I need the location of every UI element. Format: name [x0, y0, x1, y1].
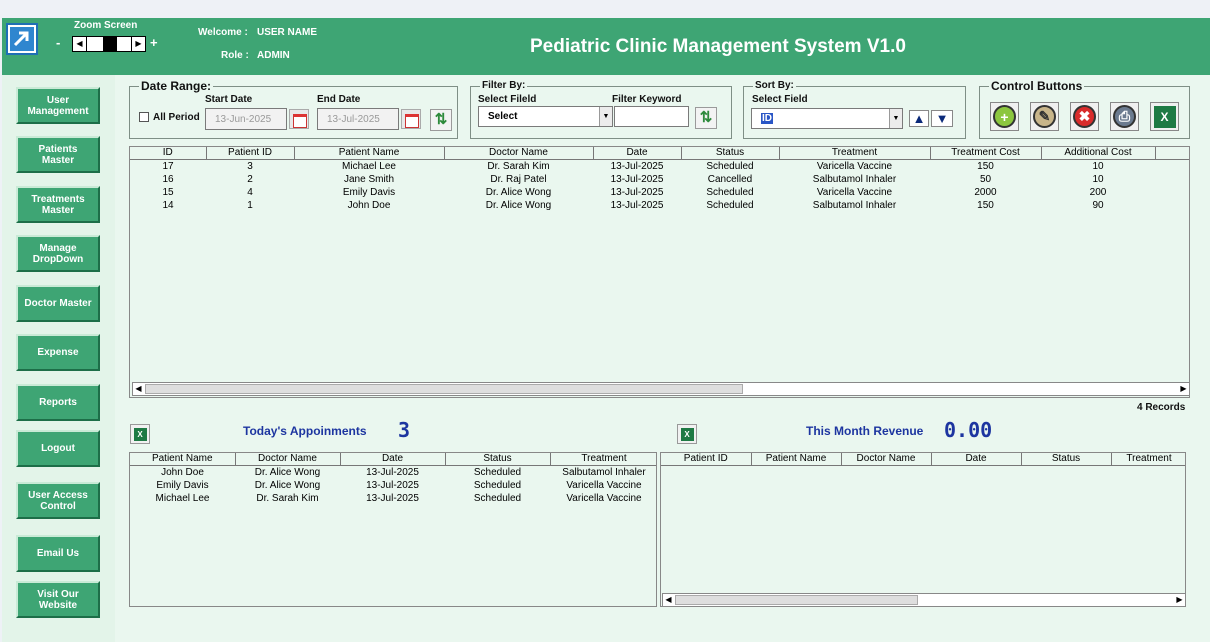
appointments-table [130, 147, 1190, 212]
table-cell: 13-Jul-2025 [366, 479, 419, 491]
column-header[interactable]: Doctor Name [841, 453, 931, 465]
table-cell: 10 [1092, 173, 1104, 185]
column-header[interactable]: Treatment [1111, 453, 1186, 465]
end-date-field[interactable] [317, 108, 399, 130]
table-cell: Emily Davis [342, 186, 396, 198]
table-cell: Dr. Alice Wong [485, 199, 552, 211]
column-header[interactable]: Patient Name [751, 453, 841, 465]
zoom-plus-label: + [150, 35, 158, 50]
column-header[interactable]: Treatment [550, 453, 657, 465]
today-appointments-count: 3 [398, 418, 411, 442]
start-date-value: 13-Jun-2025 [215, 113, 272, 125]
table-cell: Scheduled [706, 186, 754, 198]
app-logo-icon [6, 23, 38, 55]
table-cell: 13-Jul-2025 [610, 173, 664, 185]
start-date-field[interactable] [205, 108, 287, 130]
table-row[interactable] [130, 173, 1190, 186]
revenue-excel-button[interactable] [677, 424, 697, 444]
excel-export-icon: X [1154, 106, 1176, 128]
table-cell: 3 [247, 160, 253, 172]
app-header [2, 18, 1210, 75]
column-header[interactable]: ID [130, 147, 206, 159]
table-row[interactable] [130, 186, 1190, 199]
table-cell: Dr. Alice Wong [254, 466, 321, 478]
sort-title: Sort By: [755, 80, 794, 91]
table-cell: Dr. Alice Wong [485, 186, 552, 198]
scroll-thumb[interactable] [145, 384, 743, 394]
sidebar-item-logout[interactable]: Logout [16, 430, 100, 467]
delete-icon: ✖ [1073, 105, 1096, 128]
table-cell: Varicella Vaccine [816, 186, 893, 198]
sort-field-label: Select Field [752, 94, 808, 105]
sidebar-item-patients-master[interactable]: Patients Master [16, 136, 100, 173]
month-revenue-title: This Month Revenue [806, 424, 924, 438]
table-cell: 13-Jul-2025 [366, 492, 419, 504]
table-cell: Emily Davis [156, 479, 209, 491]
scroll-left-arrow-icon[interactable]: ◀ [663, 594, 674, 606]
app-title: Pediatric Clinic Management System V1.0 [530, 36, 906, 57]
table-cell: Salbutamol Inhaler [562, 466, 646, 478]
filter-dropdown-arrow-icon[interactable]: ▼ [599, 107, 612, 126]
filter-field-label: Select Fileld [478, 94, 537, 105]
excel-icon: X [134, 428, 147, 441]
sort-descending-icon[interactable]: ▼ [931, 110, 953, 127]
start-date-calendar-icon[interactable] [289, 109, 309, 129]
table-cell: 4 [247, 186, 253, 198]
table-row[interactable] [130, 199, 1190, 212]
revenue-horizontal-scrollbar[interactable] [662, 593, 1186, 607]
scroll-right-arrow-icon[interactable]: ▶ [1178, 383, 1189, 395]
end-date-value: 13-Jul-2025 [327, 113, 380, 125]
table-cell: 13-Jul-2025 [366, 466, 419, 478]
table-cell: Michael Lee [342, 160, 396, 172]
table-cell: 2 [247, 173, 253, 185]
table-cell: John Doe [347, 199, 391, 211]
excel-icon: X [681, 428, 694, 441]
table-cell: Varicella Vaccine [566, 479, 642, 491]
table-cell: 13-Jul-2025 [610, 186, 664, 198]
add-button[interactable] [990, 102, 1019, 131]
sidebar-item-reports[interactable]: Reports [16, 384, 100, 421]
revenue-grid[interactable] [660, 452, 1186, 607]
column-header[interactable]: Date [340, 453, 445, 465]
filter-title: Filter By: [482, 80, 526, 91]
start-date-label: Start Date [205, 94, 253, 105]
table-cell: 90 [1092, 199, 1104, 211]
table-cell: 13-Jul-2025 [610, 199, 664, 211]
column-header[interactable]: Treatment Cost [930, 147, 1041, 159]
table-row[interactable] [130, 465, 657, 479]
table-cell: Dr. Raj Patel [490, 173, 547, 185]
delete-button[interactable] [1070, 102, 1099, 131]
sidebar-item-email-us[interactable]: Email Us [16, 535, 100, 572]
today-grid[interactable] [129, 452, 657, 607]
all-period-checkbox[interactable] [139, 112, 149, 122]
scroll-thumb[interactable] [675, 595, 918, 605]
column-header[interactable]: Status [1021, 453, 1111, 465]
table-cell: 10 [1092, 160, 1104, 172]
column-header[interactable]: Additional Cost [1041, 147, 1155, 159]
scroll-left-arrow-icon[interactable]: ◀ [133, 383, 144, 395]
table-cell: 50 [979, 173, 992, 185]
table-cell: 200 [1089, 186, 1107, 198]
table-cell: Varicella Vaccine [816, 160, 893, 172]
filter-field-select[interactable] [478, 106, 613, 127]
table-cell: 17 [162, 160, 174, 172]
sidebar-item-doctor-master[interactable]: Doctor Master [16, 285, 100, 322]
filter-field-value: Select [488, 111, 518, 122]
table-cell [1155, 173, 1190, 186]
zoom-right-arrow[interactable]: ▶ [131, 37, 145, 51]
table-row[interactable] [130, 479, 657, 492]
month-revenue-amount: 0.00 [944, 418, 993, 442]
zoom-slider[interactable] [72, 36, 146, 52]
table-row[interactable] [130, 159, 1190, 173]
table-row[interactable] [130, 492, 657, 505]
sidebar-item-expense[interactable]: Expense [16, 334, 100, 371]
sidebar-item-user-access-control[interactable]: User Access Control [16, 482, 100, 519]
column-header[interactable]: Treatment [779, 147, 930, 159]
filter-keyword-label: Filter Keyword [612, 94, 682, 105]
welcome-user: USER NAME [257, 27, 318, 38]
sort-field-value: ID [762, 113, 772, 124]
zoom-left-arrow[interactable]: ◀ [73, 37, 87, 51]
zoom-label: Zoom Screen [74, 20, 138, 31]
table-cell: John Doe [161, 466, 204, 478]
table-cell: 14 [162, 199, 174, 211]
print-button[interactable] [1110, 102, 1139, 131]
column-header[interactable] [1155, 147, 1190, 159]
sidebar-item-user-management[interactable]: User Management [16, 87, 100, 124]
control-buttons-title: Control Buttons [991, 79, 1083, 93]
table-cell: 150 [977, 199, 994, 211]
records-count: 4 Records [1137, 402, 1186, 413]
table-cell: Dr. Sarah Kim [487, 160, 550, 172]
table-cell [1155, 186, 1190, 199]
column-header[interactable]: Date [593, 147, 681, 159]
add-icon: + [993, 105, 1016, 128]
table-cell: Varicella Vaccine [566, 492, 642, 504]
edit-button[interactable] [1030, 102, 1059, 131]
filter-refresh-icon[interactable]: ⇅ [695, 107, 717, 129]
table-cell: Scheduled [473, 479, 522, 491]
table-cell: 16 [162, 173, 174, 185]
table-cell: 1 [247, 199, 253, 211]
sidebar-item-treatments-master[interactable]: Treatments Master [16, 186, 100, 223]
table-cell: 150 [977, 160, 994, 172]
table-cell: 15 [162, 186, 174, 198]
table-cell: Dr. Sarah Kim [256, 492, 319, 504]
role-label: Role : [221, 50, 249, 61]
end-date-calendar-icon[interactable] [401, 109, 421, 129]
table-cell [1155, 199, 1190, 212]
sort-field-select[interactable] [751, 108, 903, 129]
table-cell: Scheduled [706, 199, 754, 211]
column-header[interactable]: Date [931, 453, 1021, 465]
edit-icon: ✎ [1033, 105, 1056, 128]
column-header[interactable]: Status [445, 453, 550, 465]
table-cell: Cancelled [707, 173, 753, 185]
column-header[interactable]: Status [681, 147, 779, 159]
scroll-right-arrow-icon[interactable]: ▶ [1174, 594, 1185, 606]
today-table [130, 453, 657, 505]
sidebar-item-visit-website[interactable]: Visit Our Website [16, 581, 100, 618]
zoom-thumb[interactable] [103, 37, 117, 51]
zoom-minus-label: - [56, 35, 61, 50]
table-cell: Scheduled [473, 492, 522, 504]
welcome-label: Welcome : [198, 27, 248, 38]
column-header[interactable]: Patient Name [294, 147, 444, 159]
sidebar-item-manage-dropdown[interactable]: Manage DropDown [16, 235, 100, 272]
column-header[interactable]: Patient Name [130, 453, 235, 465]
filter-keyword-input[interactable] [614, 106, 689, 127]
table-cell [1155, 159, 1190, 173]
revenue-table [661, 453, 1186, 466]
table-cell: 2000 [974, 186, 997, 198]
column-header[interactable]: Doctor Name [444, 147, 593, 159]
table-cell: Salbutamol Inhaler [812, 199, 897, 211]
table-cell: Michael Lee [155, 492, 210, 504]
all-period-label: All Period [153, 112, 200, 123]
column-header[interactable]: Doctor Name [235, 453, 340, 465]
date-refresh-icon[interactable]: ⇅ [430, 109, 452, 131]
main-horizontal-scrollbar[interactable] [132, 382, 1190, 396]
print-icon: ⎙ [1113, 105, 1136, 128]
column-header[interactable]: Patient ID [206, 147, 294, 159]
table-cell: Scheduled [473, 466, 522, 478]
table-cell: Dr. Alice Wong [254, 479, 321, 491]
table-cell: Jane Smith [343, 173, 395, 185]
end-date-label: End Date [317, 94, 361, 105]
role-value: ADMIN [257, 50, 290, 61]
sort-dropdown-arrow-icon[interactable]: ▼ [889, 109, 902, 128]
table-cell: Scheduled [706, 160, 754, 172]
date-range-title: Date Range: [141, 79, 212, 93]
sort-ascending-icon[interactable]: ▲ [909, 110, 929, 127]
excel-export-button[interactable] [1150, 102, 1179, 131]
today-excel-button[interactable] [130, 424, 150, 444]
table-cell: 13-Jul-2025 [610, 160, 664, 172]
column-header[interactable]: Patient ID [661, 453, 751, 465]
today-appointments-title: Today's Appoinments [243, 424, 367, 438]
appointments-grid[interactable] [129, 146, 1190, 398]
table-cell: Salbutamol Inhaler [812, 173, 897, 185]
